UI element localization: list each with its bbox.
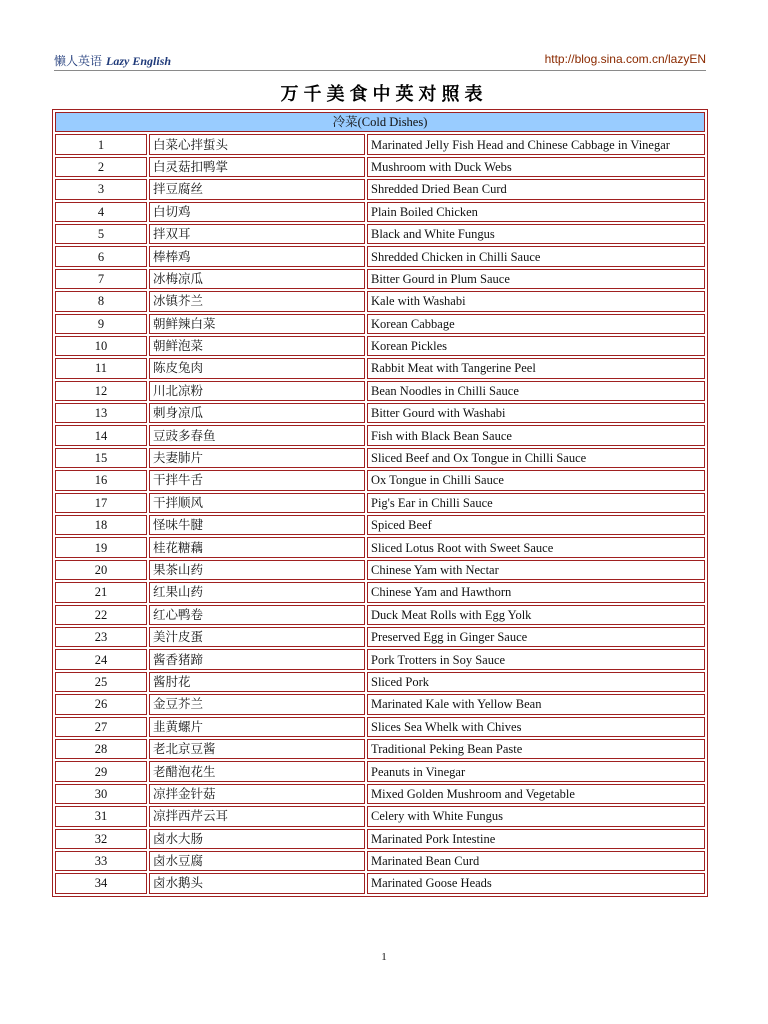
dish-name-cn: 卤水大肠 [149,829,365,849]
dish-name-cn: 凉拌西芹云耳 [149,806,365,826]
dish-number: 6 [55,246,147,266]
dish-number: 1 [55,134,147,154]
table-row [55,448,705,468]
table-row [55,157,705,177]
dish-name-en: Chinese Yam with Nectar [367,560,705,580]
table-row [55,336,705,356]
dish-number: 14 [55,425,147,445]
table-row [55,829,705,849]
table-row [55,246,705,266]
dish-name-en: Ox Tongue in Chilli Sauce [367,470,705,490]
table-row [55,694,705,714]
dish-name-en: Plain Boiled Chicken [367,202,705,222]
table-row [55,851,705,871]
section-header-row [55,112,705,132]
dish-number: 2 [55,157,147,177]
table-row [55,605,705,625]
dish-number: 9 [55,314,147,334]
brand [54,52,171,69]
dish-name-cn: 朝鲜泡菜 [149,336,365,356]
table-row [55,470,705,490]
page-header [54,50,706,71]
table-row [55,515,705,535]
dish-number: 18 [55,515,147,535]
table-row [55,806,705,826]
dish-name-en: Slices Sea Whelk with Chives [367,717,705,737]
dish-name-cn: 拌豆腐丝 [149,179,365,199]
dish-name-en: Mixed Golden Mushroom and Vegetable [367,784,705,804]
dish-number: 33 [55,851,147,871]
dish-name-cn: 卤水豆腐 [149,851,365,871]
dish-name-en: Pork Trotters in Soy Sauce [367,649,705,669]
dish-name-en: Sliced Pork [367,672,705,692]
dish-name-en: Preserved Egg in Ginger Sauce [367,627,705,647]
dish-name-en: Rabbit Meat with Tangerine Peel [367,358,705,378]
page-title: 万千美食中英对照表 [280,84,488,105]
dish-name-en: Korean Pickles [367,336,705,356]
dish-number: 10 [55,336,147,356]
dish-name-en: Bitter Gourd in Plum Sauce [367,269,705,289]
dish-number: 31 [55,806,147,826]
dish-number: 8 [55,291,147,311]
dish-number: 26 [55,694,147,714]
dish-name-cn: 老醋泡花生 [149,761,365,781]
dish-name-en: Chinese Yam and Hawthorn [367,582,705,602]
dish-number: 13 [55,403,147,423]
dish-name-cn: 酱香猪蹄 [149,649,365,669]
dish-number: 25 [55,672,147,692]
dish-name-cn: 冰梅凉瓜 [149,269,365,289]
dish-number: 3 [55,179,147,199]
dish-name-cn: 酱肘花 [149,672,365,692]
dish-number: 20 [55,560,147,580]
dish-name-cn: 桂花糖藕 [149,537,365,557]
dish-number: 5 [55,224,147,244]
dish-number: 21 [55,582,147,602]
dish-name-cn: 干拌牛舌 [149,470,365,490]
dish-name-cn: 朝鲜辣白菜 [149,314,365,334]
table-row [55,134,705,154]
dish-name-cn: 冰镇芥兰 [149,291,365,311]
dish-name-cn: 红果山药 [149,582,365,602]
brand-cn: 懒人英语 [54,54,103,68]
dish-number: 30 [55,784,147,804]
section-header: 冷菜(Cold Dishes) [55,112,705,132]
dish-name-cn: 美汁皮蛋 [149,627,365,647]
dish-name-en: Bean Noodles in Chilli Sauce [367,381,705,401]
dish-name-en: Marinated Jelly Fish Head and Chinese Cabbage in Vinegar [367,134,705,154]
table-row [55,739,705,759]
dish-number: 28 [55,739,147,759]
table-row [55,224,705,244]
dish-name-cn: 红心鸭卷 [149,605,365,625]
dish-number: 4 [55,202,147,222]
dish-number: 19 [55,537,147,557]
table-row [55,761,705,781]
dish-number: 32 [55,829,147,849]
table-row [55,717,705,737]
dish-name-en: Korean Cabbage [367,314,705,334]
dish-number: 29 [55,761,147,781]
dish-name-cn: 干拌顺风 [149,493,365,513]
dish-number: 15 [55,448,147,468]
dish-name-cn: 韭黄螺片 [149,717,365,737]
dish-name-en: Traditional Peking Bean Paste [367,739,705,759]
dish-name-cn: 陈皮兔肉 [149,358,365,378]
table-row [55,269,705,289]
table-row [55,381,705,401]
dish-name-en: Celery with White Fungus [367,806,705,826]
blog-url[interactable]: http://blog.sina.com.cn/lazyEN [544,52,706,66]
dish-name-cn: 刺身凉瓜 [149,403,365,423]
dish-name-cn: 夫妻肺片 [149,448,365,468]
table-row [55,291,705,311]
dish-name-cn: 白菜心拌蜇头 [149,134,365,154]
dish-name-cn: 豆豉多春鱼 [149,425,365,445]
table-row [55,627,705,647]
dish-name-cn: 凉拌金针菇 [149,784,365,804]
dish-name-cn: 白切鸡 [149,202,365,222]
dish-number: 34 [55,873,147,893]
dish-table-body [55,112,705,894]
dish-name-en: Peanuts in Vinegar [367,761,705,781]
dish-name-en: Kale with Washabi [367,291,705,311]
table-row [55,358,705,378]
table-row [55,873,705,893]
table-row [55,537,705,557]
dish-number: 16 [55,470,147,490]
dish-name-en: Pig's Ear in Chilli Sauce [367,493,705,513]
dish-name-cn: 白灵菇扣鸭掌 [149,157,365,177]
table-row [55,582,705,602]
dish-number: 22 [55,605,147,625]
table-row [55,493,705,513]
dish-name-en: Black and White Fungus [367,224,705,244]
table-row [55,202,705,222]
dish-name-en: Mushroom with Duck Webs [367,157,705,177]
dish-name-en: Marinated Kale with Yellow Bean [367,694,705,714]
dish-name-en: Duck Meat Rolls with Egg Yolk [367,605,705,625]
dish-name-cn: 老北京豆酱 [149,739,365,759]
dish-name-en: Marinated Pork Intestine [367,829,705,849]
dish-name-en: Shredded Chicken in Chilli Sauce [367,246,705,266]
table-row [55,314,705,334]
dish-name-cn: 果茶山药 [149,560,365,580]
dish-name-en: Marinated Bean Curd [367,851,705,871]
dish-name-cn: 金豆芥兰 [149,694,365,714]
dish-name-en: Spiced Beef [367,515,705,535]
table-row [55,784,705,804]
dish-name-cn: 卤水鹅头 [149,873,365,893]
dish-number: 23 [55,627,147,647]
table-row [55,649,705,669]
dish-name-cn: 拌双耳 [149,224,365,244]
dish-name-en: Sliced Beef and Ox Tongue in Chilli Sauce [367,448,705,468]
brand-en: Lazy English [106,54,172,68]
table-row [55,425,705,445]
dish-name-en: Fish with Black Bean Sauce [367,425,705,445]
dish-name-en: Shredded Dried Bean Curd [367,179,705,199]
dish-number: 27 [55,717,147,737]
dish-name-cn: 棒棒鸡 [149,246,365,266]
table-row [55,403,705,423]
dish-name-en: Sliced Lotus Root with Sweet Sauce [367,537,705,557]
dish-number: 11 [55,358,147,378]
dish-name-en: Marinated Goose Heads [367,873,705,893]
dish-number: 7 [55,269,147,289]
dish-number: 12 [55,381,147,401]
dish-name-en: Bitter Gourd with Washabi [367,403,705,423]
table-row [55,560,705,580]
dish-table [52,109,708,897]
dish-number: 17 [55,493,147,513]
table-row [55,179,705,199]
table-row [55,672,705,692]
dish-name-cn: 怪味牛腱 [149,515,365,535]
dish-number: 24 [55,649,147,669]
dish-name-cn: 川北凉粉 [149,381,365,401]
page-number: 1 [381,951,387,963]
